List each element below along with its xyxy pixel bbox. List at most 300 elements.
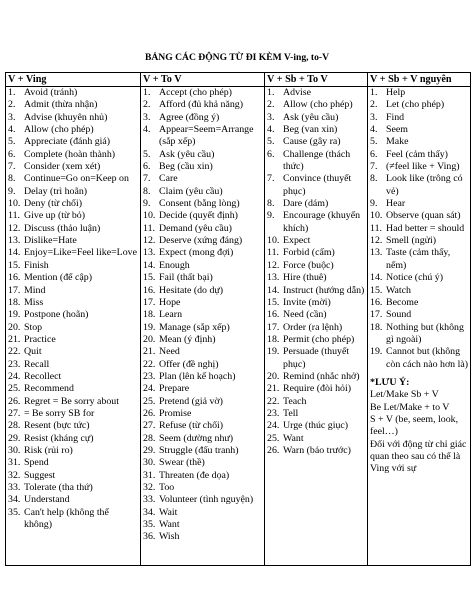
item-text: Recall — [24, 358, 50, 370]
item-number: 6. — [267, 148, 275, 160]
verb-table — [5, 72, 471, 566]
verb-item — [143, 519, 262, 531]
item-text: Notice (chú ý) — [386, 272, 444, 284]
verb-item — [370, 173, 468, 198]
verb-item — [267, 420, 365, 432]
item-number: 15. — [370, 284, 383, 296]
item-text: Appear=Seem=Arrange (sắp xếp) — [159, 124, 254, 148]
column-header-sb-v-bare: V + Sb + V nguyên — [368, 73, 471, 87]
item-text: Deny (từ chối) — [24, 198, 83, 210]
item-text: Challenge (thách thức) — [283, 148, 351, 173]
item-text: Struggle (đấu tranh) — [159, 444, 239, 456]
item-text: Require (đòi hỏi) — [283, 383, 352, 395]
item-number: 9. — [8, 185, 16, 197]
item-text: Instruct (hướng dẫn) — [283, 284, 365, 296]
verb-item — [370, 161, 468, 173]
verb-item — [8, 186, 138, 198]
item-text: Continue=Go on=Keep on — [24, 173, 129, 185]
item-number: 10. — [143, 210, 156, 222]
item-number: 20. — [8, 321, 21, 333]
note-line: Let/Make Sb + V — [370, 389, 439, 401]
verb-item — [267, 371, 365, 383]
verb-item — [8, 235, 138, 247]
item-number: 36. — [143, 531, 156, 543]
verb-item — [8, 408, 138, 420]
verb-item — [143, 173, 262, 185]
verb-item — [8, 309, 138, 321]
item-number: 19. — [8, 309, 21, 321]
verb-item — [143, 445, 262, 457]
verb-item — [267, 322, 365, 334]
item-text: Make — [386, 136, 409, 148]
verb-item — [370, 322, 468, 347]
item-text: Refuse (từ chối) — [159, 420, 224, 432]
column-ving — [6, 87, 141, 566]
item-text: Avoid (tránh) — [24, 87, 78, 98]
item-number: 7. — [370, 161, 378, 173]
verb-item — [267, 87, 365, 99]
item-text: Accept (cho phép) — [159, 87, 232, 98]
verb-item — [8, 420, 138, 432]
item-text: Advise (khuyên nhủ) — [24, 111, 108, 123]
verb-item — [8, 433, 138, 445]
item-number: 32. — [143, 482, 156, 493]
item-number: 2. — [143, 99, 151, 111]
item-number: 13. — [267, 272, 280, 284]
item-number: 26. — [8, 395, 21, 407]
verb-item — [370, 223, 468, 235]
verb-item — [143, 124, 262, 149]
item-text: Allow (cho phép) — [283, 99, 353, 111]
item-number: 5. — [370, 136, 378, 148]
item-number: 19. — [267, 346, 280, 358]
item-text: Ask (yêu cầu) — [283, 111, 339, 123]
item-number: 27. — [143, 420, 156, 432]
item-number: 13. — [8, 235, 21, 247]
item-text: Risk (rủi ro) — [24, 444, 73, 456]
verb-item — [143, 383, 262, 395]
verb-item — [143, 470, 262, 482]
verb-item — [143, 334, 262, 346]
item-text: Plan (lên kế hoạch) — [159, 370, 236, 382]
item-text: Need — [159, 346, 180, 358]
item-text: Remind (nhắc nhở) — [283, 370, 360, 382]
verb-item — [8, 470, 138, 482]
item-text: (≠feel like + Ving) — [386, 161, 460, 173]
verb-item — [143, 433, 262, 445]
item-text: Expect (mong đợi) — [159, 247, 234, 259]
verb-item — [267, 285, 365, 297]
item-text: Delay (trì hoãn) — [24, 185, 88, 197]
item-number: 7. — [267, 173, 275, 185]
item-text: Resent (bực tức) — [24, 420, 90, 432]
content-row — [6, 87, 471, 566]
item-text: Invite (mời) — [283, 296, 331, 308]
item-number: 22. — [8, 346, 21, 358]
verb-item — [143, 371, 262, 383]
verb-item — [267, 112, 365, 124]
verb-item — [370, 87, 468, 99]
column-header-to-v: V + To V — [141, 73, 265, 87]
verb-item — [143, 260, 262, 272]
verb-item — [143, 322, 262, 334]
item-number: 8. — [143, 185, 151, 197]
verb-item — [370, 99, 468, 111]
item-text: Convince (thuyết phục) — [283, 173, 352, 197]
verb-item — [143, 420, 262, 432]
item-number: 23. — [267, 407, 280, 419]
verb-item — [143, 531, 262, 543]
item-text: Urge (thúc giục) — [283, 420, 349, 432]
item-text: Order (ra lệnh) — [283, 321, 343, 333]
verb-item — [143, 198, 262, 210]
item-text: Wish — [159, 531, 180, 543]
verb-item — [370, 124, 468, 136]
item-text: Feel (cảm thấy) — [386, 148, 448, 160]
item-text: Cause (gây ra) — [283, 136, 341, 148]
item-number: 34. — [143, 506, 156, 518]
item-number: 6. — [8, 148, 16, 160]
item-text: Miss — [24, 296, 44, 308]
verb-item — [143, 272, 262, 284]
item-number: 28. — [143, 432, 156, 444]
item-text: Enjoy=Like=Feel like=Love — [24, 247, 137, 259]
item-number: 3. — [267, 111, 275, 123]
verb-item — [8, 136, 138, 148]
item-number: 24. — [8, 370, 21, 382]
item-text: Promise — [159, 407, 192, 419]
verb-item — [8, 124, 138, 136]
item-text: Discuss (thảo luận) — [24, 222, 101, 234]
item-number: 11. — [370, 222, 382, 234]
verb-item — [370, 309, 468, 321]
item-text: Become — [386, 296, 419, 308]
note-line: Đối với động từ chỉ giác quan theo sau có thể là Ving với sự — [370, 438, 467, 475]
item-number: 1. — [8, 87, 16, 98]
item-text: Ask (yêu cầu) — [159, 148, 215, 160]
item-text: Deserve (xứng đáng) — [159, 235, 243, 247]
item-number: 24. — [143, 383, 156, 395]
item-number: 31. — [143, 469, 156, 481]
item-number: 16. — [8, 272, 21, 284]
verb-item — [267, 173, 365, 198]
note-line: S + V (be, seem, look, feel…) — [370, 413, 459, 438]
item-number: 25. — [143, 395, 156, 407]
verb-item — [143, 408, 262, 420]
item-text: Practice — [24, 333, 56, 345]
verb-item — [370, 297, 468, 309]
item-number: 4. — [267, 124, 275, 136]
verb-item — [143, 482, 262, 494]
verb-item — [370, 198, 468, 210]
item-text: Mind — [24, 284, 46, 296]
item-text: Allow (cho phép) — [24, 124, 94, 136]
verb-item — [143, 186, 262, 198]
item-text: Force (buộc) — [283, 259, 334, 271]
verb-item — [143, 396, 262, 408]
item-number: 18. — [267, 333, 280, 345]
verb-item — [8, 149, 138, 161]
item-number: 29. — [143, 444, 156, 456]
column-sb-to-v — [265, 87, 368, 566]
item-text: Understand — [24, 494, 70, 506]
verb-item — [370, 285, 468, 297]
verb-item — [267, 210, 365, 235]
item-text: Offer (đề nghị) — [159, 358, 219, 370]
verb-item — [8, 383, 138, 395]
verb-item — [8, 99, 138, 111]
verb-item — [370, 235, 468, 247]
item-number: 17. — [8, 284, 21, 296]
item-number: 35. — [143, 519, 156, 531]
item-number: 3. — [8, 111, 16, 123]
verb-item — [8, 247, 138, 259]
verb-item — [370, 247, 468, 272]
item-text: Observe (quan sát) — [386, 210, 461, 222]
item-text: Complete (hoàn thành) — [24, 148, 116, 160]
verb-item — [8, 87, 138, 99]
verb-item — [8, 334, 138, 346]
item-number: 16. — [370, 296, 383, 308]
item-text: Dislike=Hate — [24, 235, 77, 247]
item-number: 27. — [8, 407, 21, 419]
item-text: Look like (trông có vẻ) — [386, 173, 463, 197]
item-text: Persuade (thuyết phục) — [283, 346, 350, 370]
verb-item — [143, 235, 262, 247]
item-text: Postpone (hoãn) — [24, 309, 89, 321]
item-number: 11. — [8, 210, 20, 222]
item-number: 28. — [8, 420, 21, 432]
verb-item — [143, 161, 262, 173]
item-number: 26. — [143, 407, 156, 419]
item-number: 7. — [8, 161, 16, 173]
column-sb-v-bare — [368, 87, 471, 566]
item-text: Beg (cầu xin) — [159, 161, 213, 173]
item-text: Need (cần) — [283, 309, 327, 321]
item-text: Dare (dám) — [283, 198, 329, 210]
item-text: Resist (kháng cự) — [24, 432, 94, 444]
item-text: Swear (thề) — [159, 457, 205, 469]
item-text: Learn — [159, 309, 183, 321]
item-number: 14. — [8, 247, 21, 259]
verb-item — [370, 112, 468, 124]
verb-item — [8, 359, 138, 371]
verb-item — [267, 297, 365, 309]
item-text: Find — [386, 111, 405, 123]
verb-item — [143, 99, 262, 111]
item-text: Seem (dường như) — [159, 432, 234, 444]
item-number: 10. — [267, 235, 280, 247]
item-text: Watch — [386, 284, 411, 296]
verb-item — [8, 457, 138, 469]
item-number: 2. — [370, 99, 378, 111]
item-number: 21. — [143, 346, 156, 358]
item-text: Sound — [386, 309, 412, 321]
item-number: 19. — [143, 321, 156, 333]
item-number: 5. — [8, 136, 16, 148]
item-number: 33. — [143, 494, 156, 506]
item-number: 10. — [370, 210, 383, 222]
item-text: Pretend (giả vờ) — [159, 395, 223, 407]
item-text: Admit (thừa nhận) — [24, 99, 98, 111]
item-number: 29. — [8, 432, 21, 444]
item-text: Spend — [24, 457, 49, 469]
item-number: 14. — [143, 259, 156, 271]
verb-item — [267, 235, 365, 247]
item-number: 12. — [267, 259, 280, 271]
item-number: 34. — [8, 494, 21, 506]
item-text: Tolerate (tha thứ) — [24, 482, 93, 493]
item-text: Warn (báo trước) — [283, 444, 351, 456]
verb-item — [8, 322, 138, 334]
item-text: Fail (thất bại) — [159, 272, 213, 284]
verb-item — [267, 99, 365, 111]
item-number: 4. — [8, 124, 16, 136]
verb-item — [143, 112, 262, 124]
verb-item — [8, 482, 138, 494]
verb-item — [8, 445, 138, 457]
item-number: 6. — [143, 161, 151, 173]
item-number: 23. — [143, 370, 156, 382]
item-number: 8. — [370, 173, 378, 185]
item-text: Can't help (không thể không) — [24, 506, 109, 531]
item-text: Suggest — [24, 469, 56, 481]
item-number: 22. — [267, 395, 280, 407]
verb-item — [143, 87, 262, 99]
item-text: Mean (ý định) — [159, 333, 216, 345]
verb-item — [370, 272, 468, 284]
item-number: 30. — [143, 457, 156, 469]
item-text: Cannot but (không còn cách nào hơn là) — [386, 346, 468, 370]
item-number: 2. — [267, 99, 275, 111]
verb-item — [8, 210, 138, 222]
item-number: 4. — [143, 124, 151, 136]
item-text: Regret = Be sorry about — [24, 395, 119, 407]
item-text: Appreciate (đánh giá) — [24, 136, 111, 148]
item-number: 31. — [8, 457, 21, 469]
verb-item — [143, 285, 262, 297]
verb-item — [8, 161, 138, 173]
item-number: 13. — [143, 247, 156, 259]
verb-item — [370, 210, 468, 222]
note-box — [370, 377, 468, 476]
item-text: Stop — [24, 321, 43, 333]
verb-item — [267, 396, 365, 408]
item-number: 1. — [370, 87, 378, 98]
verb-item — [8, 494, 138, 506]
item-text: Hear — [386, 198, 406, 210]
verb-item — [267, 433, 365, 445]
column-to-v — [141, 87, 265, 566]
item-text: Seem — [386, 124, 408, 136]
verb-item — [267, 383, 365, 395]
verb-item — [370, 346, 468, 371]
verb-item — [267, 260, 365, 272]
item-number: 14. — [370, 272, 383, 284]
item-number: 25. — [8, 383, 21, 395]
item-text: = Be sorry SB for — [24, 407, 95, 419]
item-number: 21. — [267, 383, 280, 395]
verb-item — [8, 297, 138, 309]
item-text: Demand (yêu cầu) — [159, 222, 232, 234]
item-text: Give up (từ bỏ) — [24, 210, 86, 222]
page-title: BẢNG CÁC ĐỘNG TỪ ĐI KÈM V-ing, to-V — [144, 52, 330, 63]
verb-item — [8, 223, 138, 235]
item-number: 5. — [143, 148, 151, 160]
verb-item — [8, 198, 138, 210]
verb-item — [8, 173, 138, 185]
verb-item — [143, 297, 262, 309]
verb-item — [143, 359, 262, 371]
item-number: 16. — [267, 309, 280, 321]
item-number: 1. — [267, 87, 275, 98]
item-text: Let (cho phép) — [386, 99, 445, 111]
item-number: 15. — [143, 272, 156, 284]
item-text: Encourage (khuyến khích) — [283, 210, 361, 234]
item-number: 12. — [143, 235, 156, 247]
item-number: 9. — [143, 198, 151, 210]
item-text: Quit — [24, 346, 42, 358]
item-text: Expect — [283, 235, 311, 247]
item-number: 9. — [267, 210, 275, 222]
item-number: 16. — [143, 284, 156, 296]
item-text: Manage (sắp xếp) — [159, 321, 230, 333]
header-row — [6, 73, 471, 87]
item-number: 1. — [143, 87, 151, 98]
verb-item — [370, 136, 468, 148]
item-text: Volunteer (tình nguyện) — [159, 494, 254, 506]
item-number: 14. — [267, 284, 280, 296]
verb-item — [267, 247, 365, 259]
item-text: Beg (van xin) — [283, 124, 338, 136]
item-text: Threaten (đe dọa) — [159, 469, 230, 481]
verb-item — [8, 346, 138, 358]
item-number: 33. — [8, 482, 21, 493]
item-text: Enough — [159, 259, 190, 271]
item-number: 13. — [370, 247, 383, 259]
item-number: 12. — [370, 235, 383, 247]
item-number: 12. — [8, 222, 21, 234]
verb-item — [143, 346, 262, 358]
item-text: Too — [159, 482, 175, 493]
item-text: Mention (để cập) — [24, 272, 93, 284]
item-number: 17. — [370, 309, 383, 321]
verb-item — [267, 136, 365, 148]
verb-item — [8, 371, 138, 383]
item-text: Want — [283, 432, 304, 444]
item-text: Permit (cho phép) — [283, 333, 355, 345]
verb-item — [370, 149, 468, 161]
item-number: 9. — [370, 198, 378, 210]
item-number: 19. — [370, 346, 383, 358]
item-number: 15. — [267, 296, 280, 308]
verb-item — [267, 346, 365, 371]
item-text: Consent (bằng lòng) — [159, 198, 240, 210]
item-text: Claim (yêu cầu) — [159, 185, 223, 197]
verb-item — [8, 507, 138, 532]
verb-item — [143, 507, 262, 519]
verb-item — [267, 445, 365, 457]
item-text: Recollect — [24, 370, 62, 382]
item-text: Wait — [159, 506, 178, 518]
verb-item — [267, 408, 365, 420]
verb-item — [143, 247, 262, 259]
verb-item — [8, 396, 138, 408]
column-header-sb-to-v: V + Sb + To V — [265, 73, 368, 87]
item-text: Finish — [24, 259, 49, 271]
verb-item — [8, 272, 138, 284]
item-number: 30. — [8, 444, 21, 456]
